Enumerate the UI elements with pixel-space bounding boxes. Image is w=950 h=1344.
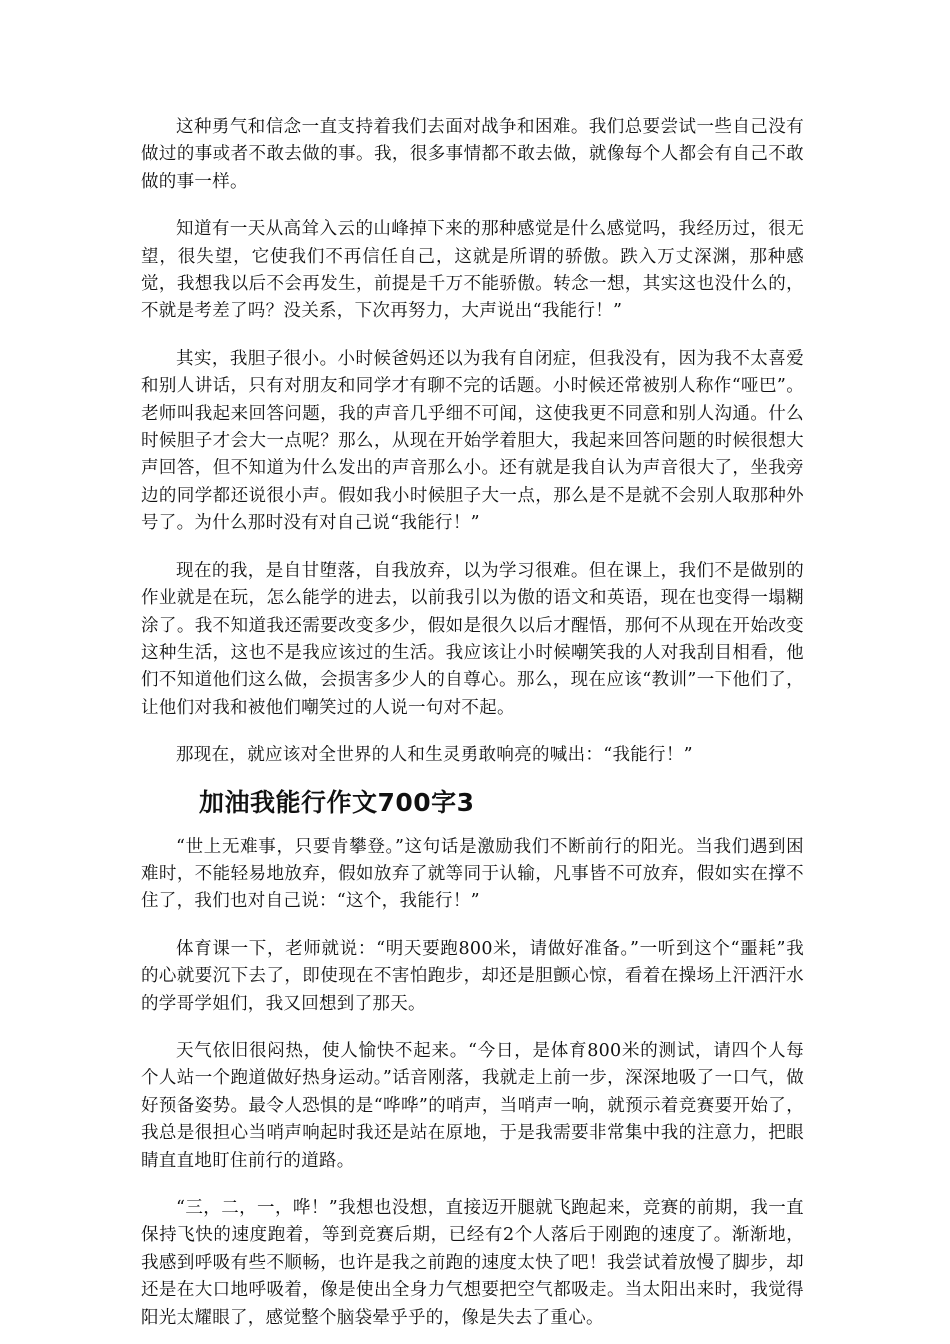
paragraph: 这种勇气和信念一直支持着我们去面对战争和困难。我们总要尝试一些自己没有做过的事或者不敢去做的事。我，很多事情都不敢去做，就像每个人都会有自己不敢做的事一样。	[141, 117, 804, 192]
paragraph: 现在的我，是自甘堕落，自我放弃，以为学习很难。但在课上，我们不是做别的作业就是在玩，怎么能学的进去，以前我引以为傲的语文和英语，现在也变得一塌糊涂了。我不知道我还需要改变多少，假如是很久以后才醒悟，那何不从现在开始改变这种生活，这也不是我应该过的生活。我应该让小时候嘲笑我的人对我刮目相看，他们不知道他们这么做，会损害多少人的自尊心。那么，现在应该“教训”一下他们了，让他们对我和被他们嘲笑过的人说一句对不起。	[141, 560, 804, 718]
paragraph-gap	[141, 326, 804, 346]
paragraph: “三，二，一，哗！”我想也没想，直接迈开腿就飞跑起来，竞赛的前期，我一直保持飞快的速度跑着，等到竞赛后期，已经有2个人落后于刚跑的速度了。渐渐地，我感到呼吸有些不顺畅，也许是我之前跑的速度太快了吧！我尝试着放慢了脚步，却还是在大口地呼吸着，像是使出全身力气想要把空气都吸走。当太阳出来时，我觉得阳光太耀眼了，感觉整个脑袋晕乎乎的，像是失去了重心。	[141, 1198, 804, 1328]
paragraph-gap	[141, 1018, 804, 1038]
paragraph-gap	[141, 196, 804, 216]
paragraph-gap	[141, 916, 804, 936]
paragraph: 知道有一天从高耸入云的山峰掉下来的那种感觉是什么感觉吗，我经历过，很无望，很失望，它使我们不再信任自己，这就是所谓的骄傲。跌入万丈深渊，那种感觉，我想我以后不会再发生，前提是千万不能骄傲。转念一想，其实这也没什么的，不就是考差了吗？没关系，下次再努力，大声说出“我能行！”	[141, 219, 804, 322]
paragraph-gap	[141, 722, 804, 742]
paragraph: 天气依旧很闷热，使人愉快不起来。“今日，是体育800米的测试，请四个人每个人站一个跑道做好热身运动。”话音刚落，我就走上前一步，深深地吸了一口气，做好预备姿势。最令人恐惧的是“哗哗”的哨声，当哨声一响，就预示着竞赛要开始了，我总是很担心当哨声响起时我还是站在原地，于是我需要非常集中我的注意力，把眼睛直直地盯住前行的道路。	[141, 1040, 804, 1171]
section-heading: 加油我能行作文700字3	[199, 787, 475, 817]
paragraph: “世上无难事，只要肯攀登。”这句话是激励我们不断前行的阳光。当我们遇到困难时，不能轻易地放弃，假如放弃了就等同于认输，凡事皆不可放弃，假如实在撑不住了，我们也对自己说：“这个，我能行！”	[141, 836, 804, 912]
paragraph: 体育课一下，老师就说：“明天要跑800米，请做好准备。”一听到这个“噩耗”我的心就要沉下去了，即使现在不害怕跑步，却还是胆颤心惊，看着在操场上汗洒汗水的学哥学姐们，我又回想到了那天。	[141, 938, 804, 1014]
paragraph-gap	[141, 1175, 804, 1195]
paragraph: 其实，我胆子很小。小时候爸妈还以为我有自闭症，但我没有，因为我不太喜爱和别人讲话，只有对朋友和同学才有聊不完的话题。小时候还常被别人称作“哑巴”。老师叫我起来回答问题，我的声音几乎细不可闻，这使我更不同意和别人沟通。什么时候胆子才会大一点呢？那么，从现在开始学着胆大，我起来回答问题的时候很想大声回答，但不知道为什么发出的声音那么小。还有就是我自认为声音很大了，坐我旁边的同学都还说很小声。假如我小时候胆子大一点，那么是不是就不会别人取那种外号了。为什么那时没有对自己说“我能行！”	[141, 348, 804, 534]
paragraph: 那现在，就应该对全世界的人和生灵勇敢响亮的喊出：“我能行！”	[176, 745, 693, 766]
document-body	[141, 114, 804, 1332]
paragraph-gap	[141, 538, 804, 558]
